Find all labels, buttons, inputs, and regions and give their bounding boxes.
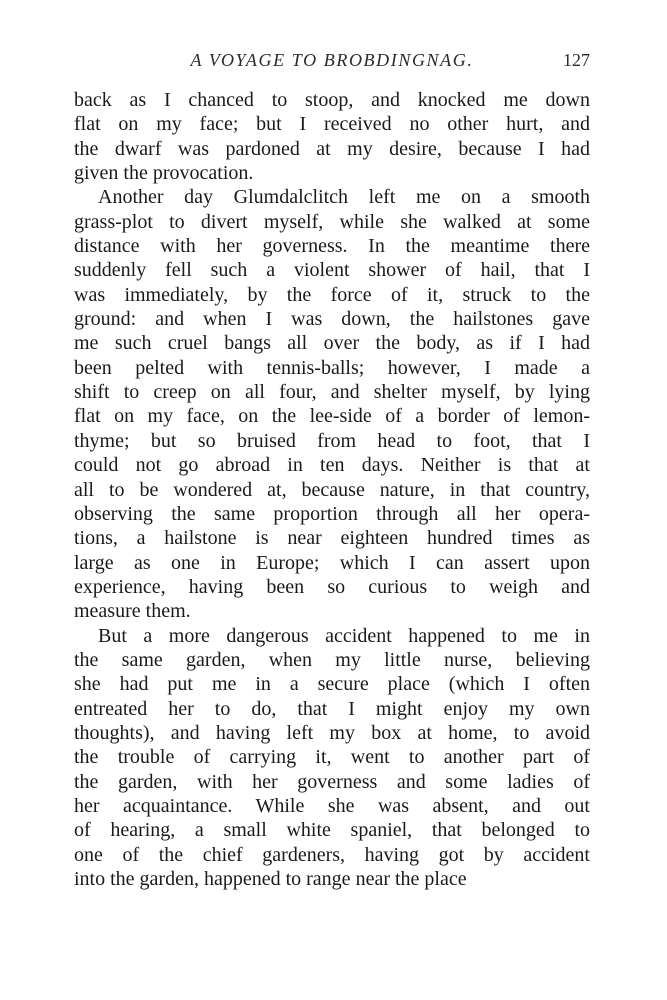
text-line: ground: and when I was down, the hailstones gave — [74, 308, 590, 331]
text-line: shift to creep on all four, and shelter myself, by lying — [74, 381, 590, 404]
text-line: flat on my face, on the lee-side of a border of lemon- — [74, 405, 590, 428]
text-line: back as I chanced to stoop, and knocked me down — [74, 89, 590, 111]
text-line: one of the chief gardeners, having got by accident — [74, 843, 590, 866]
paragraph — [74, 185, 590, 623]
page-number: 127 — [563, 50, 590, 70]
text-line: of hearing, a small white spaniel, that belonged to — [74, 819, 590, 842]
text-line: all to be wondered at, because nature, in that country, — [74, 478, 590, 501]
text-line: was immediately, by the force of it, struck to the — [74, 283, 590, 306]
text-line: her acquaintance. While she was absent, and out — [74, 794, 590, 817]
text-line: But a more dangerous accident happened to me in — [98, 624, 590, 647]
text-line: given the provocation. — [74, 162, 254, 185]
text-line: thyme; but so bruised from head to foot, that I — [74, 429, 590, 452]
text-line: distance with her governess. In the meantime there — [74, 235, 590, 258]
text-line: flat on my face; but I received no other hurt, and — [74, 113, 590, 136]
text-line: thoughts), and having left my box at home, to avoid — [74, 721, 590, 744]
text-line: the garden, with her governess and some ladies of — [74, 770, 590, 793]
text-line: could not go abroad in ten days. Neither is that at — [74, 454, 590, 477]
text-line: grass-plot to divert myself, while she walked at some — [74, 210, 590, 233]
text-line: me such cruel bangs all over the body, as if I had — [74, 332, 590, 355]
running-head — [74, 48, 590, 72]
text-line: the same garden, when my little nurse, believing — [74, 648, 590, 671]
paragraph — [74, 88, 590, 185]
text-line: she had put me in a secure place (which I often — [74, 673, 590, 696]
text-line: Another day Glumdalclitch left me on a smooth — [98, 186, 590, 209]
text-line: entreated her to do, that I might enjoy my own — [74, 697, 590, 720]
text-line: observing the same proportion through all her opera- — [74, 502, 590, 525]
text-line: the dwarf was pardoned at my desire, because I had — [74, 137, 590, 160]
text-line: large as one in Europe; which I can assert upon — [74, 551, 590, 574]
text-line: been pelted with tennis-balls; however, I made a — [74, 356, 590, 379]
paragraph — [74, 624, 590, 892]
text-line: the trouble of carrying it, went to another part of — [74, 746, 590, 769]
running-title: A VOYAGE TO BROBDINGNAG. — [190, 50, 474, 70]
text-line: suddenly fell such a violent shower of hail, that I — [74, 259, 590, 282]
text-line: measure them. — [74, 600, 191, 623]
body-text — [74, 88, 590, 891]
text-line: into the garden, happened to range near the place — [74, 868, 467, 890]
text-line: experience, having been so curious to weigh and — [74, 575, 590, 598]
text-line: tions, a hailstone is near eighteen hundred times as — [74, 527, 590, 550]
